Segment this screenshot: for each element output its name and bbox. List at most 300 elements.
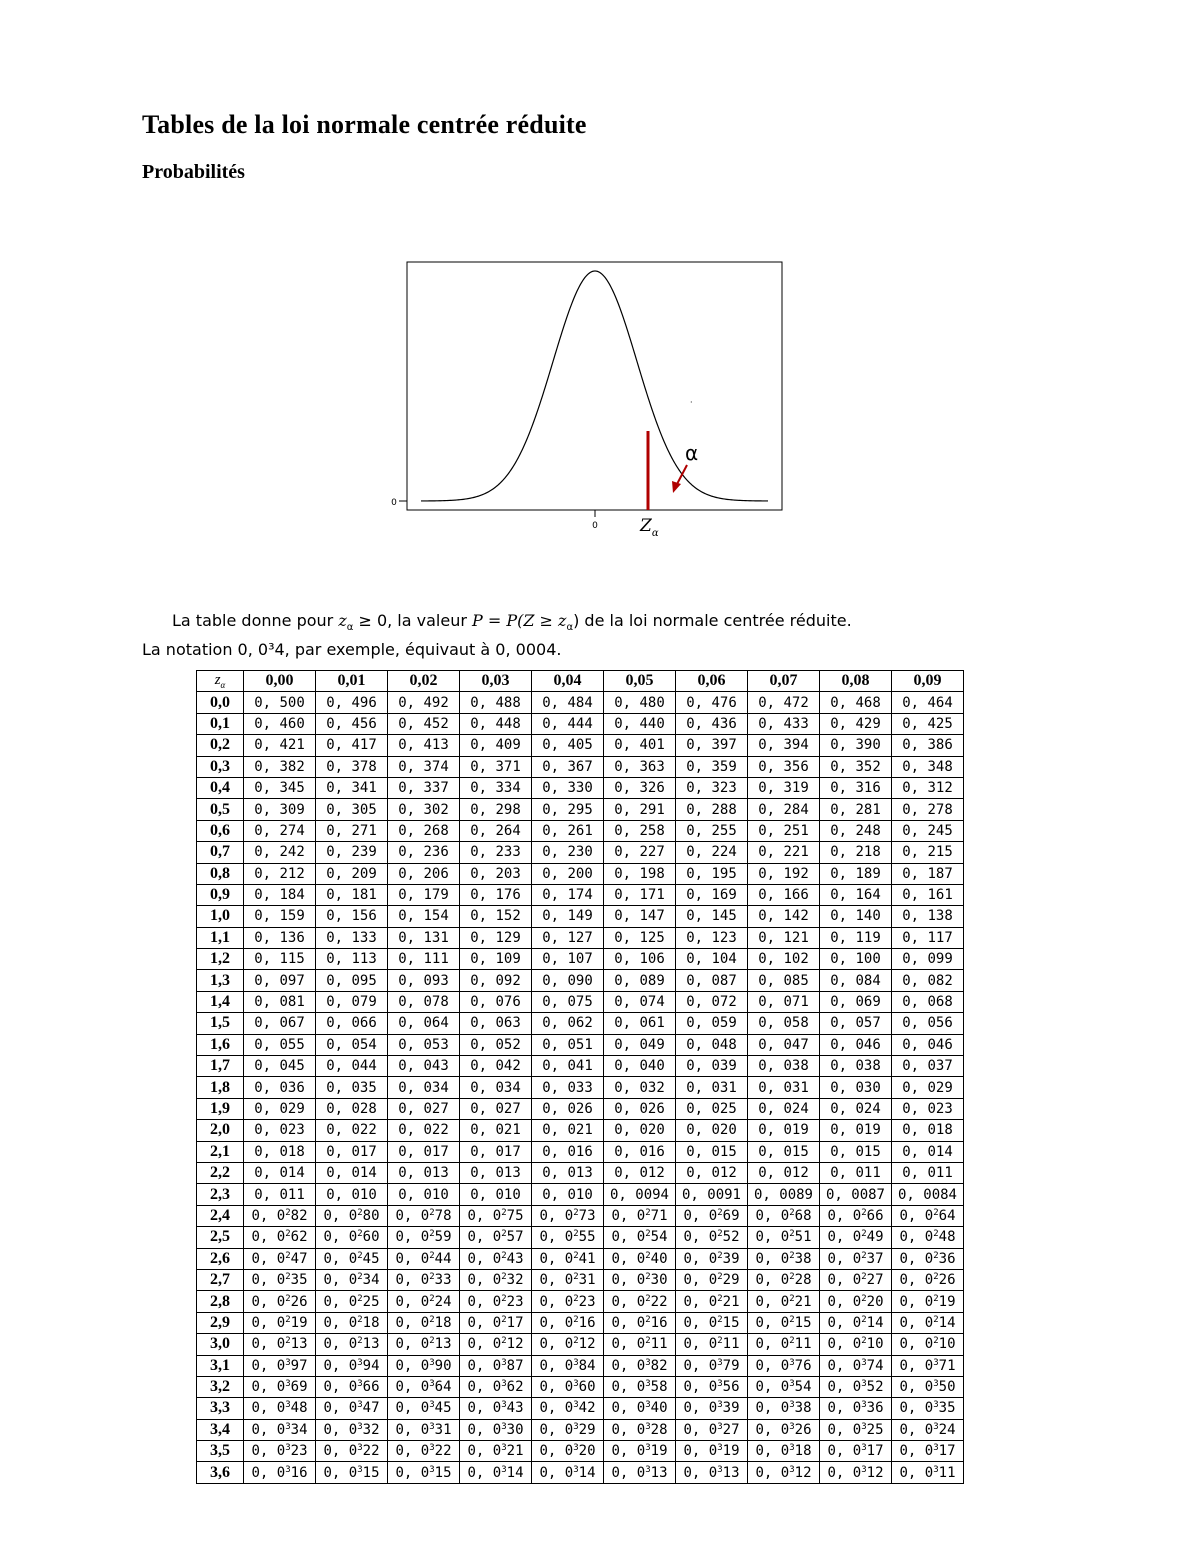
table-cell: 0, 023 bbox=[892, 1098, 964, 1119]
table-cell: 0, 030 bbox=[820, 1077, 892, 1098]
row-header: 0,8 bbox=[197, 863, 244, 884]
table-cell: 0, 142 bbox=[748, 906, 820, 927]
table-cell: 0, $0^241$ bbox=[532, 1248, 604, 1269]
table-cell: 0, 027 bbox=[460, 1098, 532, 1119]
column-header: 0,06 bbox=[676, 671, 748, 692]
table-cell: 0, 198 bbox=[604, 863, 676, 884]
table-cell: 0, 017 bbox=[460, 1141, 532, 1162]
table-cell: 0, 010 bbox=[532, 1184, 604, 1205]
row-header: 2,0 bbox=[197, 1120, 244, 1141]
row-header: 0,3 bbox=[197, 756, 244, 777]
table-cell: 0, 374 bbox=[388, 756, 460, 777]
table-cell: 0, 147 bbox=[604, 906, 676, 927]
row-header: 3,1 bbox=[197, 1355, 244, 1376]
table-cell: 0, 444 bbox=[532, 713, 604, 734]
table-cell: 0, $0^257$ bbox=[460, 1227, 532, 1248]
table-cell: 0, 066 bbox=[316, 1013, 388, 1034]
table-row bbox=[197, 777, 964, 798]
table-cell: 0, 492 bbox=[388, 692, 460, 713]
table-cell: 0, $0^248$ bbox=[892, 1227, 964, 1248]
table-cell: 0, 045 bbox=[244, 1056, 316, 1077]
table-cell: 0, $0^390$ bbox=[388, 1355, 460, 1376]
table-cell: 0, 352 bbox=[820, 756, 892, 777]
table-row bbox=[197, 1376, 964, 1397]
table-cell: 0, 359 bbox=[676, 756, 748, 777]
table-cell: 0, $0^215$ bbox=[748, 1312, 820, 1333]
table-row bbox=[197, 1077, 964, 1098]
table-cell: 0, 291 bbox=[604, 799, 676, 820]
table-cell: 0, 074 bbox=[604, 991, 676, 1012]
table-cell: 0, 319 bbox=[748, 777, 820, 798]
table-cell: 0, 016 bbox=[604, 1141, 676, 1162]
table-row bbox=[197, 1184, 964, 1205]
table-cell: 0, 192 bbox=[748, 863, 820, 884]
row-header: 2,6 bbox=[197, 1248, 244, 1269]
table-row bbox=[197, 1398, 964, 1419]
description-line-2: La notation 0, 0³4, par exemple, équivaut à 0, 0004. bbox=[142, 640, 562, 660]
row-header: 0,4 bbox=[197, 777, 244, 798]
table-cell: 0, 106 bbox=[604, 949, 676, 970]
table-cell: 0, 076 bbox=[460, 991, 532, 1012]
table-cell: 0, 078 bbox=[388, 991, 460, 1012]
table-cell: 0, $0^374$ bbox=[820, 1355, 892, 1376]
table-cell: 0, $0^252$ bbox=[676, 1227, 748, 1248]
document-subtitle: Probabilités bbox=[142, 161, 245, 183]
table-cell: 0, 397 bbox=[676, 735, 748, 756]
table-cell: 0, 010 bbox=[388, 1184, 460, 1205]
table-cell: 0, 230 bbox=[532, 842, 604, 863]
table-cell: 0, 337 bbox=[388, 777, 460, 798]
row-header: 3,4 bbox=[197, 1419, 244, 1440]
table-cell: 0, 104 bbox=[676, 949, 748, 970]
table-cell: 0, 024 bbox=[748, 1098, 820, 1119]
table-cell: 0, 316 bbox=[820, 777, 892, 798]
table-cell: 0, 031 bbox=[676, 1077, 748, 1098]
table-row bbox=[197, 906, 964, 927]
table-cell: 0, 075 bbox=[532, 991, 604, 1012]
table-cell: 0, $0^366$ bbox=[316, 1376, 388, 1397]
table-row bbox=[197, 820, 964, 841]
table-cell: 0, $0^251$ bbox=[748, 1227, 820, 1248]
table-row bbox=[197, 799, 964, 820]
table-cell: 0, 367 bbox=[532, 756, 604, 777]
row-header: 2,3 bbox=[197, 1184, 244, 1205]
table-cell: 0, 051 bbox=[532, 1034, 604, 1055]
table-row bbox=[197, 1355, 964, 1376]
table-cell: 0, 187 bbox=[892, 863, 964, 884]
table-cell: 0, $0^211$ bbox=[604, 1334, 676, 1355]
table-cell: 0, 429 bbox=[820, 713, 892, 734]
table-row bbox=[197, 949, 964, 970]
table-cell: 0, 061 bbox=[604, 1013, 676, 1034]
table-row bbox=[197, 1441, 964, 1462]
table-cell: 0, $0^213$ bbox=[316, 1334, 388, 1355]
table-cell: 0, 206 bbox=[388, 863, 460, 884]
row-header: 0,9 bbox=[197, 884, 244, 905]
row-header: 3,6 bbox=[197, 1462, 244, 1483]
table-cell: 0, 032 bbox=[604, 1077, 676, 1098]
table-cell: 0, $0^282$ bbox=[244, 1205, 316, 1226]
table-cell: 0, 100 bbox=[820, 949, 892, 970]
table-cell: 0, $0^360$ bbox=[532, 1376, 604, 1397]
table-cell: 0, 152 bbox=[460, 906, 532, 927]
table-cell: 0, $0^212$ bbox=[532, 1334, 604, 1355]
table-cell: 0, 268 bbox=[388, 820, 460, 841]
table-cell: 0, 295 bbox=[532, 799, 604, 820]
table-cell: 0, 053 bbox=[388, 1034, 460, 1055]
table-cell: 0, 460 bbox=[244, 713, 316, 734]
table-cell: 0, $0^350$ bbox=[892, 1376, 964, 1397]
table-cell: 0, $0^231$ bbox=[532, 1269, 604, 1290]
table-cell: 0, $0^226$ bbox=[244, 1291, 316, 1312]
table-cell: 0, 195 bbox=[676, 863, 748, 884]
table-cell: 0, 107 bbox=[532, 949, 604, 970]
table-cell: 0, $0^240$ bbox=[604, 1248, 676, 1269]
row-header: 1,0 bbox=[197, 906, 244, 927]
table-cell: 0, $0^329$ bbox=[532, 1419, 604, 1440]
table-cell: 0, 017 bbox=[316, 1141, 388, 1162]
table-cell: 0, 048 bbox=[676, 1034, 748, 1055]
table-row bbox=[197, 1205, 964, 1226]
table-cell: 0, 038 bbox=[748, 1056, 820, 1077]
table-cell: 0, $0^213$ bbox=[244, 1334, 316, 1355]
table-cell: 0, 014 bbox=[244, 1162, 316, 1183]
row-header: 2,4 bbox=[197, 1205, 244, 1226]
table-cell: 0, 024 bbox=[820, 1098, 892, 1119]
table-cell: 0, 0084 bbox=[892, 1184, 964, 1205]
table-cell: 0, 064 bbox=[388, 1013, 460, 1034]
table-row bbox=[197, 1419, 964, 1440]
table-cell: 0, 026 bbox=[532, 1098, 604, 1119]
table-cell: 0, $0^312$ bbox=[748, 1462, 820, 1483]
row-header: 3,2 bbox=[197, 1376, 244, 1397]
table-row bbox=[197, 1334, 964, 1355]
table-cell: 0, 323 bbox=[676, 777, 748, 798]
table-cell: 0, 079 bbox=[316, 991, 388, 1012]
table-cell: 0, $0^369$ bbox=[244, 1376, 316, 1397]
table-cell: 0, $0^225$ bbox=[316, 1291, 388, 1312]
table-cell: 0, $0^382$ bbox=[604, 1355, 676, 1376]
table-cell: 0, 472 bbox=[748, 692, 820, 713]
table-cell: 0, $0^318$ bbox=[748, 1441, 820, 1462]
table-cell: 0, $0^232$ bbox=[460, 1269, 532, 1290]
table-cell: 0, 012 bbox=[676, 1162, 748, 1183]
table-cell: 0, $0^315$ bbox=[388, 1462, 460, 1483]
table-cell: 0, $0^239$ bbox=[676, 1248, 748, 1269]
row-header: 2,8 bbox=[197, 1291, 244, 1312]
table-cell: 0, $0^314$ bbox=[460, 1462, 532, 1483]
table-cell: 0, 298 bbox=[460, 799, 532, 820]
table-cell: 0, $0^322$ bbox=[316, 1441, 388, 1462]
table-cell: 0, 037 bbox=[892, 1056, 964, 1077]
table-cell: 0, 087 bbox=[676, 970, 748, 991]
table-cell: 0, $0^394$ bbox=[316, 1355, 388, 1376]
table-cell: 0, 159 bbox=[244, 906, 316, 927]
column-header: 0,04 bbox=[532, 671, 604, 692]
table-row bbox=[197, 692, 964, 713]
table-row bbox=[197, 1056, 964, 1077]
table-cell: 0, 245 bbox=[892, 820, 964, 841]
table-cell: 0, 421 bbox=[244, 735, 316, 756]
row-header: 1,2 bbox=[197, 949, 244, 970]
table-cell: 0, 476 bbox=[676, 692, 748, 713]
row-header: 2,2 bbox=[197, 1162, 244, 1183]
table-cell: 0, 010 bbox=[460, 1184, 532, 1205]
table-cell: 0, $0^211$ bbox=[748, 1334, 820, 1355]
table-cell: 0, $0^328$ bbox=[604, 1419, 676, 1440]
table-cell: 0, $0^223$ bbox=[460, 1291, 532, 1312]
column-header: 0,02 bbox=[388, 671, 460, 692]
table-cell: 0, 021 bbox=[532, 1120, 604, 1141]
table-cell: 0, 016 bbox=[532, 1141, 604, 1162]
table-cell: 0, 031 bbox=[748, 1077, 820, 1098]
table-cell: 0, 233 bbox=[460, 842, 532, 863]
table-cell: 0, 121 bbox=[748, 927, 820, 948]
document-title: Tables de la loi normale centrée réduite bbox=[142, 110, 587, 139]
table-cell: 0, 166 bbox=[748, 884, 820, 905]
table-row bbox=[197, 1141, 964, 1162]
table-cell: 0, $0^342$ bbox=[532, 1398, 604, 1419]
table-cell: 0, 026 bbox=[604, 1098, 676, 1119]
table-cell: 0, $0^235$ bbox=[244, 1269, 316, 1290]
table-cell: 0, 156 bbox=[316, 906, 388, 927]
table-cell: 0, $0^238$ bbox=[748, 1248, 820, 1269]
table-cell: 0, 171 bbox=[604, 884, 676, 905]
table-cell: 0, 456 bbox=[316, 713, 388, 734]
table-cell: 0, $0^376$ bbox=[748, 1355, 820, 1376]
table-cell: 0, $0^264$ bbox=[892, 1205, 964, 1226]
table-row bbox=[197, 1120, 964, 1141]
table-cell: 0, 212 bbox=[244, 863, 316, 884]
row-header: 2,7 bbox=[197, 1269, 244, 1290]
table-cell: 0, 348 bbox=[892, 756, 964, 777]
normal-distribution-figure bbox=[385, 255, 805, 555]
table-cell: 0, $0^223$ bbox=[532, 1291, 604, 1312]
row-header: 1,7 bbox=[197, 1056, 244, 1077]
table-cell: 0, 378 bbox=[316, 756, 388, 777]
table-cell: 0, 169 bbox=[676, 884, 748, 905]
table-cell: 0, $0^332$ bbox=[316, 1419, 388, 1440]
row-header: 1,4 bbox=[197, 991, 244, 1012]
table-cell: 0, $0^216$ bbox=[532, 1312, 604, 1333]
column-header: 0,08 bbox=[820, 671, 892, 692]
row-header: 1,3 bbox=[197, 970, 244, 991]
table-cell: 0, 145 bbox=[676, 906, 748, 927]
row-header: 1,9 bbox=[197, 1098, 244, 1119]
table-cell: 0, $0^224$ bbox=[388, 1291, 460, 1312]
table-cell: 0, 042 bbox=[460, 1056, 532, 1077]
table-cell: 0, 138 bbox=[892, 906, 964, 927]
table-cell: 0, $0^273$ bbox=[532, 1205, 604, 1226]
table-cell: 0, 239 bbox=[316, 842, 388, 863]
table-cell: 0, $0^275$ bbox=[460, 1205, 532, 1226]
table-cell: 0, 022 bbox=[316, 1120, 388, 1141]
table-cell: 0, 288 bbox=[676, 799, 748, 820]
table-cell: 0, 127 bbox=[532, 927, 604, 948]
table-cell: 0, $0^358$ bbox=[604, 1376, 676, 1397]
table-cell: 0, 181 bbox=[316, 884, 388, 905]
table-cell: 0, 090 bbox=[532, 970, 604, 991]
table-cell: 0, $0^216$ bbox=[604, 1312, 676, 1333]
table-cell: 0, 371 bbox=[460, 756, 532, 777]
table-cell: 0, $0^227$ bbox=[820, 1269, 892, 1290]
table-row bbox=[197, 735, 964, 756]
row-header: 1,8 bbox=[197, 1077, 244, 1098]
table-cell: 0, $0^312$ bbox=[820, 1462, 892, 1483]
table-cell: 0, $0^212$ bbox=[460, 1334, 532, 1355]
z-alpha-label: $Z_\alpha$ bbox=[640, 516, 659, 539]
table-cell: 0, 215 bbox=[892, 842, 964, 863]
table-cell: 0, 029 bbox=[244, 1098, 316, 1119]
table-cell: 0, 386 bbox=[892, 735, 964, 756]
table-cell: 0, 242 bbox=[244, 842, 316, 863]
row-header: 1,6 bbox=[197, 1034, 244, 1055]
table-cell: 0, $0^334$ bbox=[244, 1419, 316, 1440]
table-cell: 0, $0^234$ bbox=[316, 1269, 388, 1290]
table-cell: 0, $0^210$ bbox=[892, 1334, 964, 1355]
table-cell: 0, 109 bbox=[460, 949, 532, 970]
table-cell: 0, 149 bbox=[532, 906, 604, 927]
table-cell: 0, 236 bbox=[388, 842, 460, 863]
column-header: 0,01 bbox=[316, 671, 388, 692]
table-cell: 0, 363 bbox=[604, 756, 676, 777]
stray-dot: · bbox=[690, 398, 693, 407]
table-corner-cell: $z_\alpha$ bbox=[197, 671, 244, 692]
table-cell: 0, 224 bbox=[676, 842, 748, 863]
table-cell: 0, $0^315$ bbox=[316, 1462, 388, 1483]
table-cell: 0, $0^330$ bbox=[460, 1419, 532, 1440]
table-cell: 0, $0^338$ bbox=[748, 1398, 820, 1419]
table-row bbox=[197, 1269, 964, 1290]
table-cell: 0, $0^316$ bbox=[244, 1462, 316, 1483]
table-cell: 0, 500 bbox=[244, 692, 316, 713]
table-cell: 0, 019 bbox=[748, 1120, 820, 1141]
table-cell: 0, $0^311$ bbox=[892, 1462, 964, 1483]
table-cell: 0, 281 bbox=[820, 799, 892, 820]
table-cell: 0, 035 bbox=[316, 1077, 388, 1098]
table-cell: 0, $0^219$ bbox=[892, 1291, 964, 1312]
table-cell: 0, 046 bbox=[892, 1034, 964, 1055]
table-cell: 0, 093 bbox=[388, 970, 460, 991]
table-cell: 0, 047 bbox=[748, 1034, 820, 1055]
table-cell: 0, $0^319$ bbox=[676, 1441, 748, 1462]
table-cell: 0, 0089 bbox=[748, 1184, 820, 1205]
table-cell: 0, $0^327$ bbox=[676, 1419, 748, 1440]
table-cell: 0, $0^364$ bbox=[388, 1376, 460, 1397]
table-cell: 0, $0^226$ bbox=[892, 1269, 964, 1290]
table-cell: 0, $0^326$ bbox=[748, 1419, 820, 1440]
table-cell: 0, 084 bbox=[820, 970, 892, 991]
table-cell: 0, $0^221$ bbox=[676, 1291, 748, 1312]
table-cell: 0, $0^230$ bbox=[604, 1269, 676, 1290]
table-row bbox=[197, 1098, 964, 1119]
table-cell: 0, $0^319$ bbox=[604, 1441, 676, 1462]
table-cell: 0, 044 bbox=[316, 1056, 388, 1077]
table-cell: 0, 382 bbox=[244, 756, 316, 777]
table-cell: 0, 278 bbox=[892, 799, 964, 820]
table-cell: 0, $0^324$ bbox=[892, 1419, 964, 1440]
table-cell: 0, 409 bbox=[460, 735, 532, 756]
table-cell: 0, $0^219$ bbox=[244, 1312, 316, 1333]
table-row bbox=[197, 1162, 964, 1183]
table-cell: 0, $0^323$ bbox=[244, 1441, 316, 1462]
table-cell: 0, $0^249$ bbox=[820, 1227, 892, 1248]
table-row bbox=[197, 991, 964, 1012]
table-cell: 0, $0^321$ bbox=[460, 1441, 532, 1462]
table-cell: 0, 440 bbox=[604, 713, 676, 734]
table-cell: 0, 176 bbox=[460, 884, 532, 905]
table-cell: 0, $0^214$ bbox=[820, 1312, 892, 1333]
table-cell: 0, 123 bbox=[676, 927, 748, 948]
table-cell: 0, 436 bbox=[676, 713, 748, 734]
table-cell: 0, 092 bbox=[460, 970, 532, 991]
table-cell: 0, 261 bbox=[532, 820, 604, 841]
table-cell: 0, $0^322$ bbox=[388, 1441, 460, 1462]
table-cell: 0, 036 bbox=[244, 1077, 316, 1098]
table-cell: 0, 271 bbox=[316, 820, 388, 841]
table-cell: 0, 012 bbox=[748, 1162, 820, 1183]
table-cell: 0, 161 bbox=[892, 884, 964, 905]
table-cell: 0, $0^222$ bbox=[604, 1291, 676, 1312]
table-cell: 0, 055 bbox=[244, 1034, 316, 1055]
table-cell: 0, $0^354$ bbox=[748, 1376, 820, 1397]
table-cell: 0, 405 bbox=[532, 735, 604, 756]
table-cell: 0, 020 bbox=[676, 1120, 748, 1141]
table-cell: 0, 496 bbox=[316, 692, 388, 713]
table-cell: 0, $0^278$ bbox=[388, 1205, 460, 1226]
table-cell: 0, 129 bbox=[460, 927, 532, 948]
table-cell: 0, $0^233$ bbox=[388, 1269, 460, 1290]
table-cell: 0, 046 bbox=[820, 1034, 892, 1055]
table-cell: 0, $0^269$ bbox=[676, 1205, 748, 1226]
table-cell: 0, $0^356$ bbox=[676, 1376, 748, 1397]
table-cell: 0, 140 bbox=[820, 906, 892, 927]
row-header: 2,5 bbox=[197, 1227, 244, 1248]
table-cell: 0, 305 bbox=[316, 799, 388, 820]
table-cell: 0, 356 bbox=[748, 756, 820, 777]
table-cell: 0, 062 bbox=[532, 1013, 604, 1034]
table-cell: 0, 341 bbox=[316, 777, 388, 798]
table-cell: 0, 425 bbox=[892, 713, 964, 734]
table-cell: 0, $0^314$ bbox=[532, 1462, 604, 1483]
table-cell: 0, 039 bbox=[676, 1056, 748, 1077]
table-cell: 0, 019 bbox=[820, 1120, 892, 1141]
table-cell: 0, $0^343$ bbox=[460, 1398, 532, 1419]
table-cell: 0, $0^221$ bbox=[748, 1291, 820, 1312]
table-cell: 0, 468 bbox=[820, 692, 892, 713]
table-cell: 0, 041 bbox=[532, 1056, 604, 1077]
table-cell: 0, 251 bbox=[748, 820, 820, 841]
table-cell: 0, $0^220$ bbox=[820, 1291, 892, 1312]
column-header: 0,05 bbox=[604, 671, 676, 692]
table-cell: 0, 248 bbox=[820, 820, 892, 841]
column-header: 0,07 bbox=[748, 671, 820, 692]
table-cell: 0, 401 bbox=[604, 735, 676, 756]
table-cell: 0, $0^271$ bbox=[604, 1205, 676, 1226]
column-header: 0,03 bbox=[460, 671, 532, 692]
table-cell: 0, 020 bbox=[604, 1120, 676, 1141]
table-cell: 0, $0^320$ bbox=[532, 1441, 604, 1462]
row-header: 0,6 bbox=[197, 820, 244, 841]
table-cell: 0, 131 bbox=[388, 927, 460, 948]
table-cell: 0, $0^262$ bbox=[244, 1227, 316, 1248]
table-cell: 0, $0^352$ bbox=[820, 1376, 892, 1397]
table-cell: 0, 203 bbox=[460, 863, 532, 884]
table-cell: 0, $0^331$ bbox=[388, 1419, 460, 1440]
table-cell: 0, $0^317$ bbox=[892, 1441, 964, 1462]
table-cell: 0, $0^213$ bbox=[388, 1334, 460, 1355]
table-cell: 0, 154 bbox=[388, 906, 460, 927]
